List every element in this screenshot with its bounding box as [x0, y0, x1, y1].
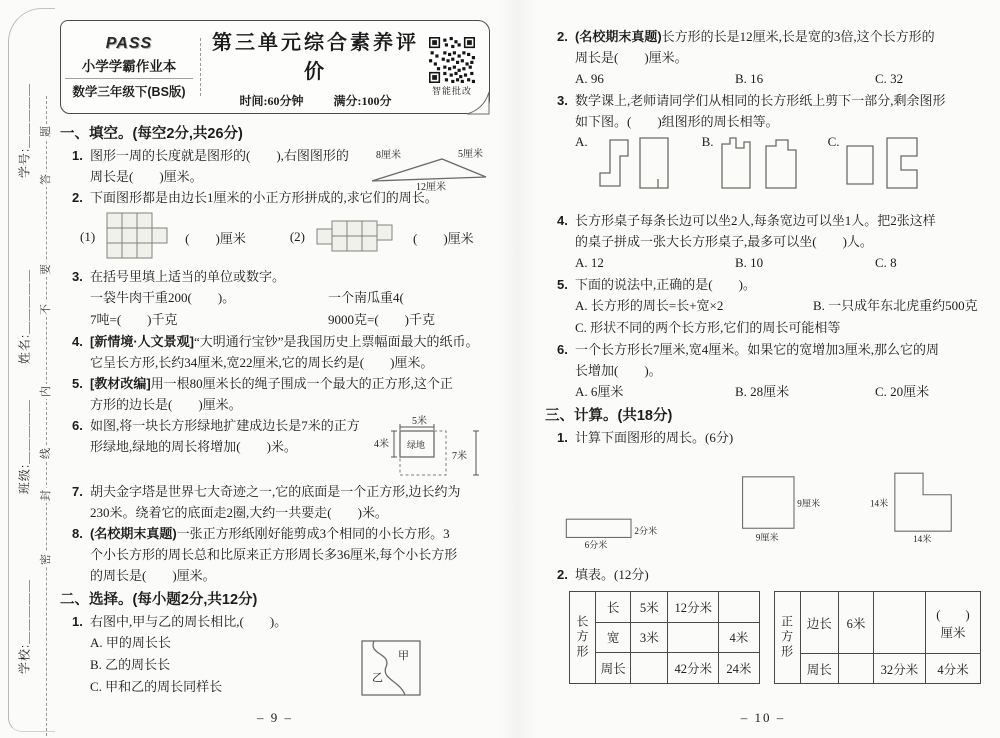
- table-cell[interactable]: [838, 654, 873, 684]
- table-cell: 6米: [838, 592, 873, 654]
- edition-label: 数学三年级下(BS版): [65, 78, 193, 100]
- question-text: 230米。绕着它的底面走2圈,大约一共要走( )米。: [90, 505, 388, 520]
- table-cell: 周长: [800, 654, 838, 684]
- right-page: [545, 26, 981, 732]
- table-cell: 长: [596, 592, 631, 623]
- figure-label: 乙: [372, 672, 383, 684]
- figure-label: 14米: [912, 534, 932, 545]
- question-choice-4: [545, 210, 981, 274]
- question-text: 的周长是( )厘米。: [90, 568, 216, 583]
- table-cell: 3米: [631, 622, 668, 653]
- grid-figure-2: [315, 214, 403, 260]
- seal-char: 线: [40, 448, 52, 459]
- unit-label: 厘米: [940, 625, 966, 640]
- figure-label: 8厘米: [376, 150, 401, 161]
- figure-label: 5米: [412, 416, 427, 427]
- question-text: 用一根80厘米长的绳子围成一个最大的正方形,这个正: [150, 376, 453, 391]
- exam-title: 第三单元综合素养评价: [212, 31, 419, 83]
- figure-label: 6分米: [584, 540, 608, 551]
- rectangle-table: [569, 591, 760, 684]
- pass-logo: PASS: [105, 34, 153, 52]
- question-text: 一个南瓜重4(: [328, 290, 404, 305]
- blank-parens: ( ): [936, 607, 970, 622]
- figure-label: 12厘米: [416, 182, 446, 191]
- option-b-figure: [702, 134, 802, 194]
- question-text: 长方形的长是12厘米,长是宽的3倍,这个长方形的: [661, 29, 935, 44]
- seal-char: 封: [40, 490, 52, 501]
- header-divider: [200, 38, 201, 96]
- question-calc-2: [545, 564, 981, 684]
- question-fill-2: [60, 187, 490, 263]
- margin-field-student-id: 学号:＿＿＿＿＿: [17, 82, 32, 179]
- question-text: 长方形桌子每条长边可以坐2人,每条宽边可以坐1人。把2张这样: [575, 213, 936, 228]
- item-label: (2): [289, 229, 306, 244]
- title-block: [208, 26, 423, 109]
- option-a: A. 长方形的周长=长+宽×2: [575, 298, 724, 313]
- time-limit: 时间:60分钟: [239, 93, 304, 108]
- option-b: B. 10: [735, 255, 764, 270]
- figure-label: 9厘米: [756, 532, 780, 543]
- question-text: 周长是( )厘米。: [90, 169, 203, 184]
- option-b: B. 乙的周长长: [90, 657, 171, 672]
- table-cell: 5米: [631, 592, 668, 623]
- section-calc-title: 三、计算。(共18分): [545, 408, 673, 424]
- option-label: B.: [701, 134, 714, 149]
- question-fill-8: [60, 523, 490, 586]
- option-a: A. 6厘米: [575, 384, 624, 399]
- question-text: 个小长方形的周长总和比原来正方形周长多36厘米,每个小长方形: [90, 547, 458, 562]
- table-cell: 32分米: [873, 654, 925, 684]
- table-cell: 42分米: [668, 653, 719, 684]
- seal-char: 内: [40, 386, 52, 397]
- option-label: C.: [827, 134, 840, 149]
- table-vertical-label: 正方形: [774, 592, 800, 684]
- question-fill-6: [60, 415, 490, 481]
- figure-label: 甲: [398, 650, 409, 662]
- option-c: C. 形状不同的两个长方形,它们的周长可能相等: [575, 320, 841, 335]
- question-number: 2.: [72, 190, 83, 205]
- margin-field-class: 班级:＿＿＿＿＿: [17, 398, 32, 495]
- question-fill-5: [60, 373, 490, 415]
- option-c: C. 8: [875, 255, 897, 270]
- option-c: C. 32: [875, 71, 904, 86]
- option-b: B. 28厘米: [735, 384, 790, 399]
- question-number: 8.: [72, 526, 83, 541]
- option-b: B. 一只成年东北虎重约500克: [813, 298, 978, 313]
- table-cell: 边长: [800, 592, 838, 654]
- option-a: A. 12: [575, 255, 604, 270]
- question-choice-6: [545, 339, 981, 403]
- seal-char: 密: [40, 554, 52, 565]
- question-choice-1: [60, 611, 490, 698]
- table-cell[interactable]: [631, 653, 668, 684]
- cut-shapes-b: [718, 134, 802, 194]
- question-text: 如下图。( )组图形的周长相等。: [575, 114, 779, 129]
- question-fill-1: [60, 145, 490, 191]
- seal-char: 不: [40, 304, 52, 315]
- question-text: 如图,将一块长方形绿地扩建成边长是7米的正方: [90, 418, 360, 433]
- question-text: 周长是( )厘米。: [575, 50, 688, 65]
- question-tag: [教材改编]: [90, 376, 151, 391]
- page-number-right: – 10 –: [740, 710, 786, 725]
- question-text: 在括号里填上适当的单位或数字。: [90, 269, 286, 284]
- square-figure: [721, 466, 830, 554]
- question-number: 6.: [72, 418, 83, 433]
- grid-figure-1: [105, 211, 175, 263]
- table-cell: 宽: [596, 622, 631, 653]
- question-fill-7: [60, 481, 490, 523]
- exam-header: [60, 20, 490, 114]
- figure-label: 绿地: [407, 440, 426, 450]
- question-text: 一张正方形纸刚好能剪成3个相同的小长方形。3: [176, 526, 450, 541]
- option-c-figure: [828, 134, 928, 194]
- answer-blank: ( )厘米: [185, 230, 246, 246]
- table-cell[interactable]: [668, 622, 719, 653]
- question-text: 长增加( )。: [575, 363, 662, 378]
- question-tag: [新情境·人文景观]: [90, 334, 194, 349]
- figure-label: 7米: [452, 451, 467, 462]
- page-number-left: – 9 –: [257, 710, 293, 725]
- calc-figures-row: [563, 452, 981, 554]
- fill-tables-row: [569, 591, 981, 684]
- section-fill-title: 一、填空。(每空2分,共26分): [60, 126, 243, 142]
- seal-char: 要: [40, 264, 52, 275]
- item-label: (1): [80, 229, 96, 244]
- question-calc-1: [545, 427, 981, 554]
- binding-margin: [0, 0, 56, 738]
- cut-shapes-c: [843, 134, 927, 194]
- question-choice-3: [545, 90, 981, 206]
- question-text: 计算下面图形的周长。(6分): [575, 430, 734, 445]
- question-text: 下面图形都是由边长1厘米的小正方形拼成的,求它们的周长。: [90, 190, 438, 205]
- cut-shapes-a: [592, 134, 676, 194]
- question-number: 3.: [557, 93, 568, 108]
- table-cell: 4分米: [925, 654, 980, 684]
- question-text: 填表。(12分): [575, 567, 649, 582]
- figure-label: 4米: [374, 439, 389, 450]
- seal-char: 答: [40, 174, 52, 185]
- option-a-figure: [575, 134, 676, 194]
- answer-blank: ( )厘米: [413, 230, 474, 246]
- lawn-figure: [372, 415, 490, 479]
- question-text: 一个长方形长7厘米,宽4厘米。如果它的宽增加3厘米,那么它的周: [575, 342, 940, 357]
- question-text: 9000克=( )千克: [328, 312, 435, 327]
- figure-label: 2分米: [634, 526, 658, 537]
- question-text: “大明通行宝钞”是我国历史上票幅面最大的纸币。: [194, 334, 479, 349]
- full-score: 满分:100分: [333, 93, 392, 108]
- question-text: 右图中,甲与乙的周长相比,( )。: [90, 614, 288, 629]
- triangle-figure: [368, 147, 490, 191]
- series-title: 小学学霸作业本: [81, 58, 177, 74]
- question-number: 1.: [72, 148, 83, 163]
- question-text: 数学课上,老师请同学们从相同的长方形纸上剪下一部分,剩余图形: [575, 93, 946, 108]
- jia-yi-figure: [358, 637, 424, 699]
- question-text: 形绿地,绿地的周长将增加( )米。: [90, 439, 297, 454]
- question-text: 下面的说法中,正确的是( )。: [575, 277, 756, 292]
- question-number: 5.: [72, 376, 83, 391]
- table-cell[interactable]: [873, 592, 925, 654]
- rectangle-figure: [563, 496, 687, 554]
- page-gutter: [498, 0, 538, 738]
- grid-figures-row: [80, 211, 490, 263]
- question-number: 2.: [557, 567, 568, 582]
- option-a: A. 96: [575, 71, 604, 86]
- question-choice-5: [545, 274, 981, 339]
- question-number: 2.: [557, 29, 568, 44]
- margin-field-school: 学校:＿＿＿＿＿: [17, 578, 32, 675]
- table-cell[interactable]: [719, 592, 760, 623]
- table-cell: 12分米: [668, 592, 719, 623]
- option-c: C. 20厘米: [875, 384, 930, 399]
- exam-meta: [208, 92, 423, 109]
- question-text: 一袋牛肉干重200( )。: [90, 290, 236, 305]
- question-text: 方形的边长是( )厘米。: [90, 397, 242, 412]
- option-a: A. 甲的周长长: [90, 635, 171, 650]
- option-c: C. 甲和乙的周长同样长: [90, 679, 223, 694]
- table-vertical-label: 长方形: [570, 592, 596, 684]
- page-curl-icon: [466, 91, 490, 115]
- figure-label: 9厘米: [797, 498, 821, 509]
- table-cell[interactable]: [925, 592, 980, 654]
- figure-label: 14米: [869, 498, 889, 509]
- option-b: B. 16: [735, 71, 764, 86]
- figure-label: 5厘米: [458, 149, 483, 160]
- question-number: 5.: [557, 277, 568, 292]
- qr-code-icon: [429, 37, 475, 83]
- question-tag: (名校期末真题): [575, 29, 662, 44]
- question-number: 6.: [557, 342, 568, 357]
- left-page: [60, 20, 490, 732]
- question-number: 4.: [72, 334, 83, 349]
- choice3-figures-row: [575, 134, 981, 206]
- question-number: 1.: [557, 430, 568, 445]
- question-choice-2: [545, 26, 981, 90]
- question-number: 3.: [72, 269, 83, 284]
- question-text: 它呈长方形,长约34厘米,宽22厘米,它的周长约是( )厘米。: [90, 355, 434, 370]
- question-number: 4.: [557, 213, 568, 228]
- seal-dashed-line: [46, 96, 47, 736]
- question-text: 7吨=( )千克: [90, 312, 178, 327]
- question-fill-3: [60, 266, 490, 331]
- question-number: 7.: [72, 484, 83, 499]
- question-text: 胡夫金字塔是世界七大奇迹之一,它的底面是一个正方形,边长约为: [90, 484, 461, 499]
- seal-char: 题: [40, 126, 52, 137]
- question-text: 图形一周的长度就是图形的( ),右图图形的: [90, 148, 349, 163]
- l-shape-figure: [865, 462, 981, 554]
- brand-block: [65, 35, 193, 100]
- question-number: 1.: [72, 614, 83, 629]
- table-cell: 周长: [596, 653, 631, 684]
- question-tag: (名校期末真题): [90, 526, 177, 541]
- table-cell: 24米: [719, 653, 760, 684]
- section-choice-title: 二、选择。(每小题2分,共12分): [60, 592, 258, 608]
- qr-caption: 智能批改: [431, 86, 472, 96]
- table-cell: 4米: [719, 622, 760, 653]
- option-label: A.: [575, 134, 588, 149]
- question-text: 的桌子拼成一张大长方形桌子,最多可以坐( )人。: [575, 234, 873, 249]
- square-table: [774, 591, 981, 684]
- question-fill-4: [60, 331, 490, 373]
- margin-field-name: 姓名:＿＿＿＿＿: [17, 268, 32, 365]
- qr-block: [423, 37, 481, 97]
